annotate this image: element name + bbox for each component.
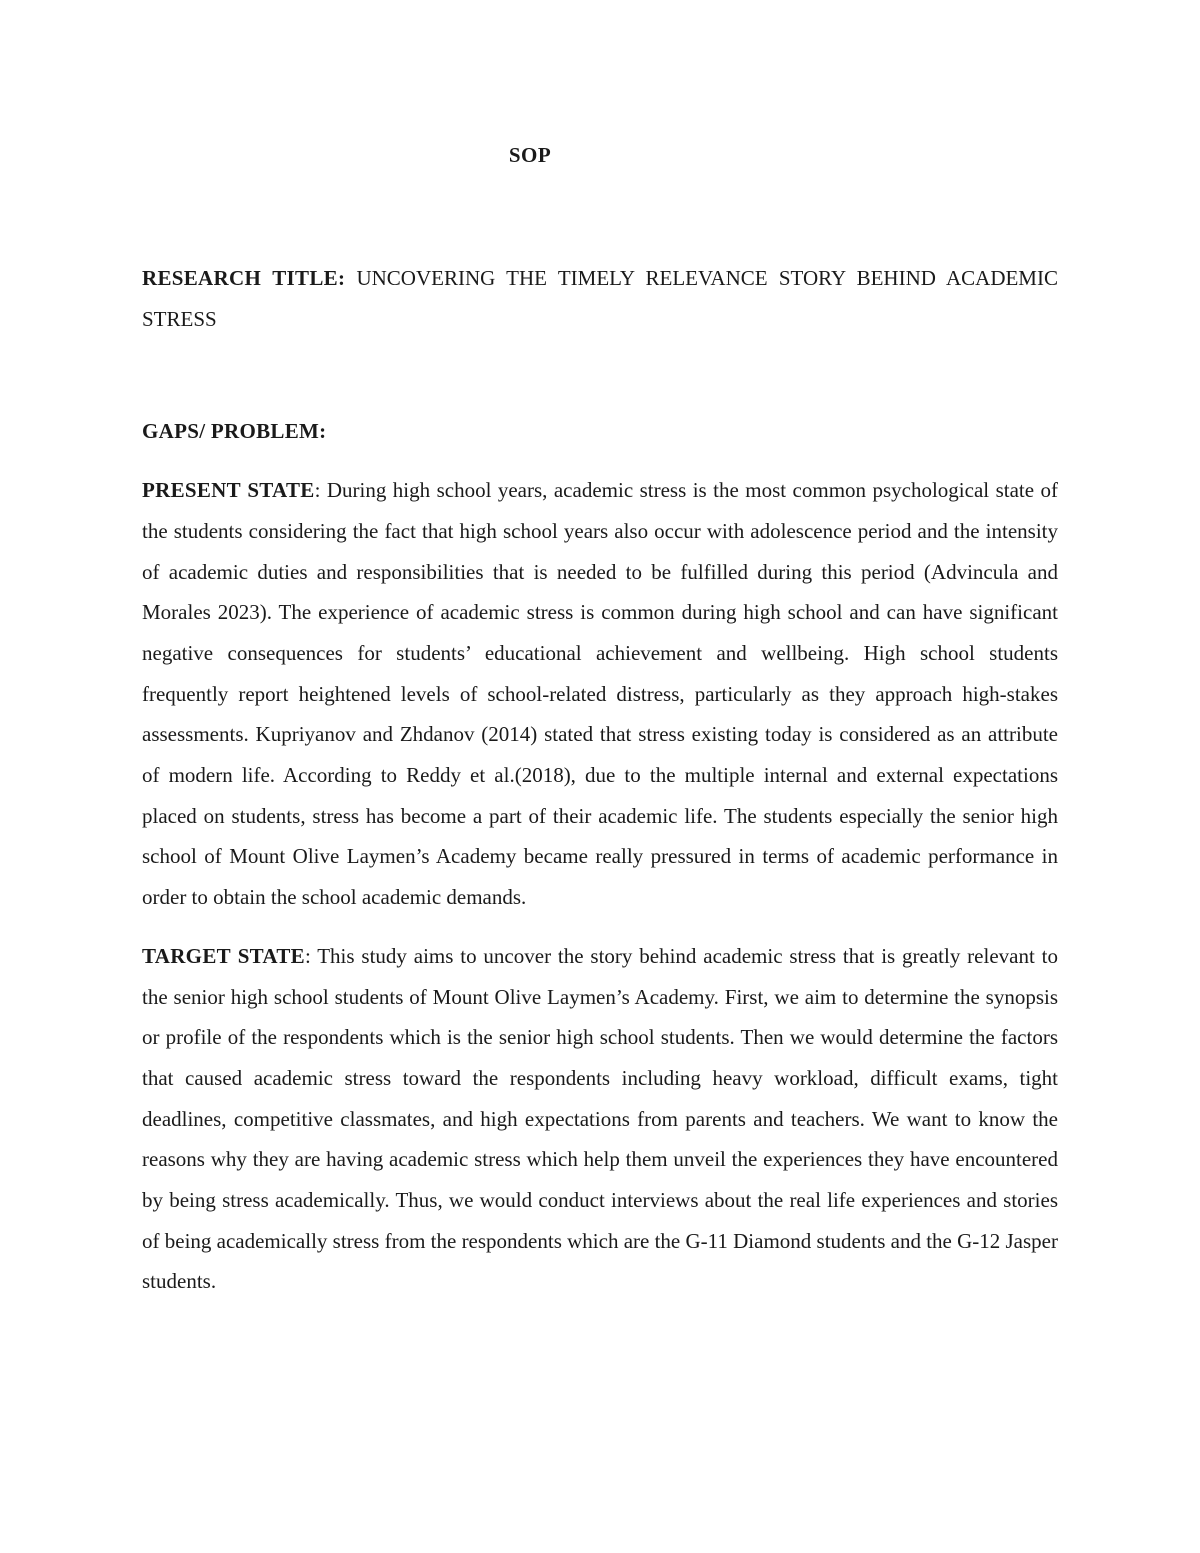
present-state-text: : During high school years, academic stress is the most common psychological state of the students considering the fact that high school years also occur with adolescence period and the intensity of academic duties and responsibilities that is needed to be fulfilled during this period (Advincula and Morales 2023). The experience of academic stress is common during high school and can have significant negative consequences for students’ educational achievement and wellbeing. High school students frequently report heightened levels of school-related distress, particularly as they approach high-stakes assessments. Kupriyanov and Zhdanov (2014) stated that stress existing today is considered as an attribute of modern life. According to Reddy et al.(2018), due to the multiple internal and external expectations placed on students, stress has become a part of their academic life. The students especially the senior high school of Mount Olive Laymen’s Academy became really pressured in terms of academic performance in order to obtain the school academic demands.: [142, 478, 1058, 910]
target-state-text: : This study aims to uncover the story behind academic stress that is greatly relevant to the senior high school students of Mount Olive Laymen’s Academy. First, we aim to determine the synopsis or profile of the respondents which is the senior high school students. Then we would determine the factors that caused academic stress toward the respondents including heavy workload, difficult exams, tight deadlines, competitive classmates, and high expectations from parents and teachers. We want to know the reasons why they are having academic stress which help them unveil the experiences they have encountered by being stress academically. Thus, we would conduct interviews about the real life experiences and stories of being academically stress from the respondents which are the G-11 Diamond students and the G-12 Jasper students.: [142, 943, 1058, 1294]
gaps-problem-heading: GAPS/ PROBLEM:: [142, 419, 327, 444]
target-state-label: TARGET STATE: [142, 943, 305, 968]
document-title: SOP: [508, 143, 552, 167]
document-body: [142, 258, 1058, 1302]
present-state-label: PRESENT STATE: [142, 478, 315, 503]
present-state-paragraph: [142, 470, 1058, 918]
target-state-paragraph: [142, 936, 1058, 1302]
research-title-label: RESEARCH TITLE:: [142, 266, 346, 290]
research-title-text: UNCOVERING THE TIMELY RELEVANCE STORY BEHIND ACADEMIC STRESS: [142, 266, 1058, 331]
research-title-paragraph: [142, 258, 1058, 339]
